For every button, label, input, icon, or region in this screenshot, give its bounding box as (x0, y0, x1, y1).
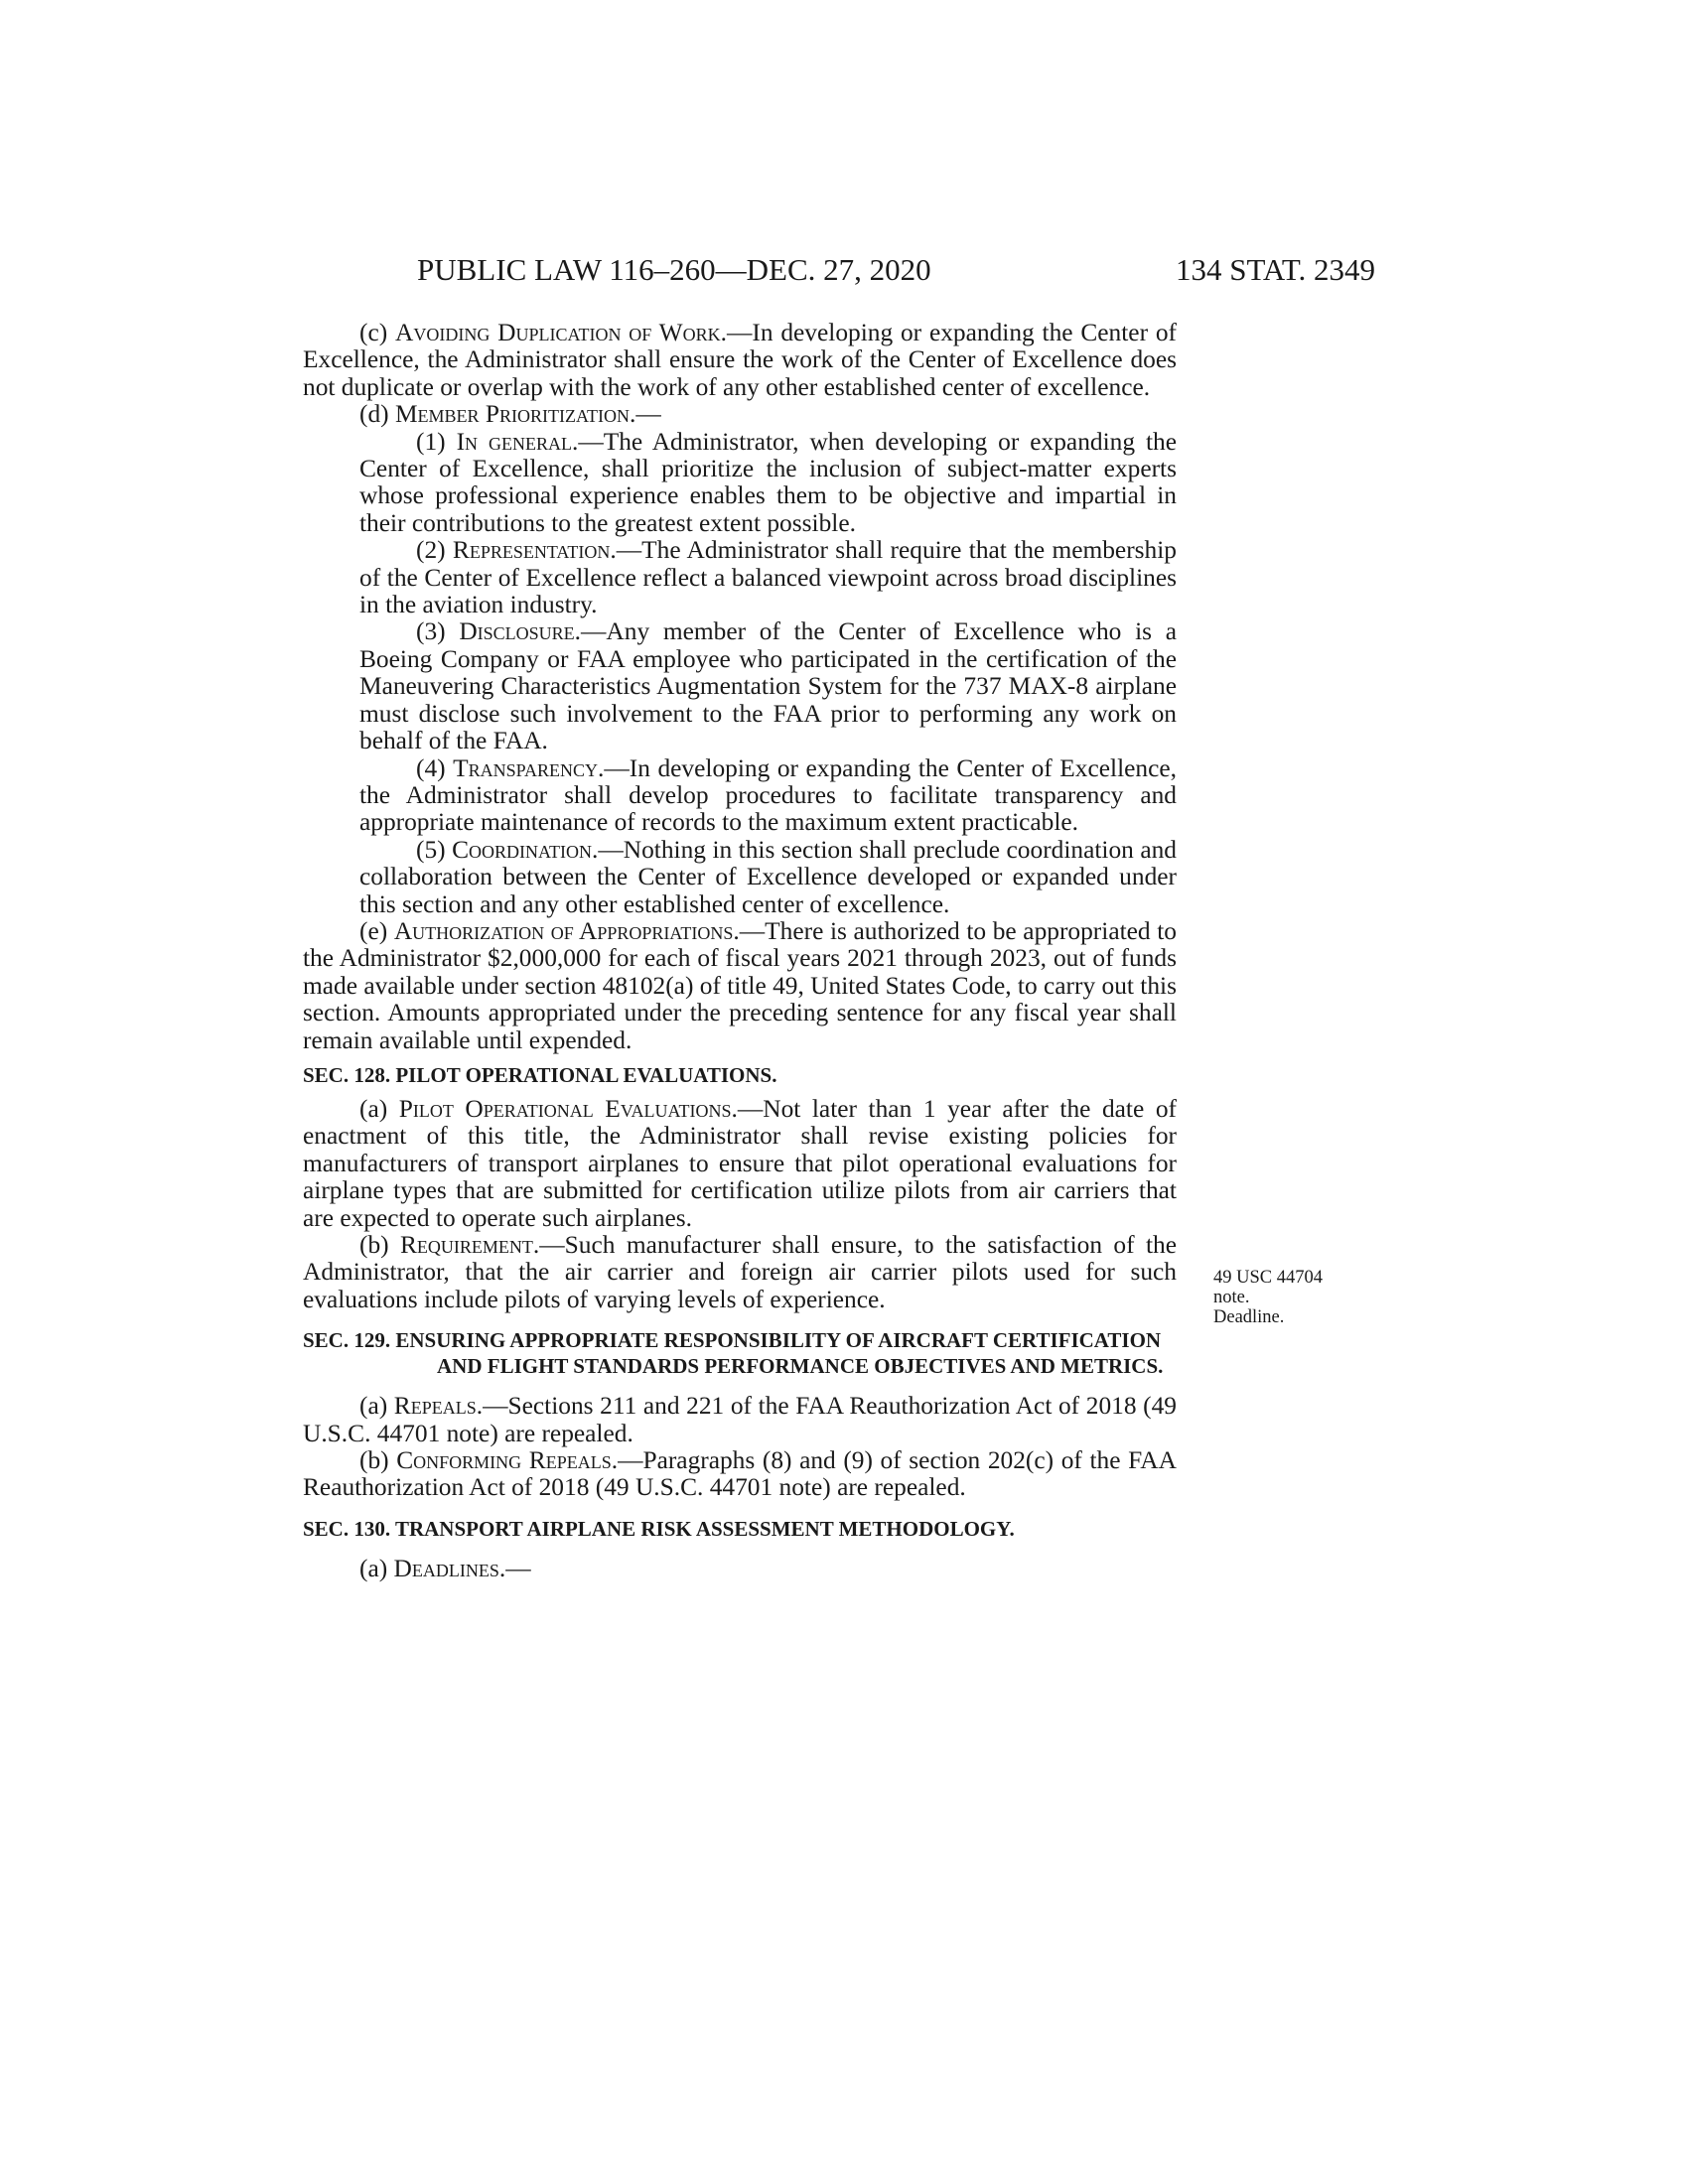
paragraph-heading: Deadlines. (393, 1554, 506, 1582)
sec129-paragraph-a (303, 1393, 1177, 1447)
paragraph-text: — (505, 1554, 531, 1582)
paragraph-heading: In general. (456, 427, 579, 456)
paragraph-text: —Any member of the Center of Excellence who is a Boeing Company or FAA employee who participated in the certification of the Maneuvering Characteristics Augmentation System for the 737 MAX-8 airplane must disclose such involvement to the FAA prior to performing any work on behalf of the FAA. (359, 617, 1177, 755)
paragraph-label: (b) (359, 1231, 389, 1259)
paragraph-text: —Paragraphs (8) and (9) of section 202(c) of the FAA Reauthorization Act of 2018 (49 U.S.C. 44701 note) are repealed. (303, 1446, 1177, 1502)
paragraph-label: (c) (359, 319, 388, 346)
paragraph-label: (5) (416, 835, 446, 864)
document-body (303, 320, 1177, 1582)
paragraph-heading: Conforming Repeals. (396, 1446, 619, 1475)
paragraph-label: (a) (359, 1094, 388, 1123)
margin-note-citation: 49 USC 44704 (1213, 1268, 1323, 1288)
paragraph-d4 (303, 755, 1177, 837)
paragraph-heading: Authorization of Appropriations. (393, 916, 740, 945)
paragraph-text: —The Administrator, when developing or expanding the Center of Excellence, shall prioritize the inclusion of subject-matter experts whose professional experience enables them to be objective and impartial in their contributions to the greatest extent possible. (359, 427, 1177, 537)
sec128-paragraph-a (303, 1096, 1177, 1232)
statute-page-number: 134 STAT. 2349 (1175, 252, 1375, 287)
law-title: PUBLIC LAW 116–260—DEC. 27, 2020 (417, 252, 931, 287)
paragraph-heading: Repeals. (393, 1392, 484, 1421)
paragraph-label: (3) (416, 617, 446, 646)
sec129-paragraph-b (303, 1447, 1177, 1502)
sec128-paragraph-b (303, 1232, 1177, 1313)
paragraph-text: —Such manufacturer shall ensure, to the satisfaction of the Administrator, that the air carrier and foreign air carrier pilots used for such evaluations include pilots of varying levels of experience. (303, 1231, 1177, 1313)
paragraph-d2 (303, 537, 1177, 618)
page-header (0, 250, 1688, 290)
paragraph-heading: Requirement. (400, 1231, 540, 1259)
paragraph-heading: Coordination. (452, 835, 599, 864)
paragraph-e (303, 918, 1177, 1054)
paragraph-label: (4) (416, 753, 446, 782)
paragraph-text: —There is authorized to be appropriated to the Administrator $2,000,000 for each of fiscal years 2021 through 2023, out of funds made available under section 48102(a) of title 49, United States Code, to carry out this section. Amounts appropriated under the preceding sentence for any fiscal year shall remain available until expended. (303, 916, 1177, 1054)
paragraph-label: (1) (416, 427, 446, 456)
paragraph-label: (a) (359, 1554, 388, 1582)
section-130-heading: SEC. 130. TRANSPORT AIRPLANE RISK ASSESSMENT METHODOLOGY. (303, 1516, 1015, 1541)
paragraph-d (303, 401, 1177, 428)
paragraph-c (303, 320, 1177, 401)
margin-note (1213, 1268, 1342, 1327)
paragraph-heading: Avoiding Duplication of Work. (395, 319, 727, 346)
paragraph-d5 (303, 837, 1177, 918)
paragraph-label: (a) (359, 1392, 388, 1421)
paragraph-text: —In developing or expanding the Center of Excellence, the Administrator shall ensure the work of the Center of Excellence does not duplicate or overlap with the work of any other established center of excellence. (303, 319, 1177, 401)
paragraph-text: —Not later than 1 year after the date of enactment of this title, the Administrator shall revise existing policies for manufacturers of transport airplanes to ensure that pilot operational evaluations for airplane types that are submitted for certification utilize pilots from air carriers that are expected to operate such airplanes. (303, 1094, 1177, 1232)
paragraph-text: — (635, 400, 661, 429)
paragraph-d1 (303, 429, 1177, 538)
margin-note-note: note. (1213, 1288, 1250, 1307)
paragraph-heading: Disclosure. (459, 617, 582, 646)
paragraph-text: —Nothing in this section shall preclude coordination and collaboration between the Center of Excellence developed or expanded under this section and any other established center of excellence. (359, 835, 1177, 918)
paragraph-heading: Member Prioritization. (394, 400, 636, 429)
paragraph-heading: Pilot Operational Evaluations. (398, 1094, 738, 1123)
paragraph-text: —Sections 211 and 221 of the FAA Reauthorization Act of 2018 (49 U.S.C. 44701 note) are repealed. (303, 1392, 1177, 1447)
paragraph-label: (d) (359, 400, 389, 429)
margin-note-deadline: Deadline. (1213, 1307, 1285, 1327)
paragraph-d3 (303, 618, 1177, 754)
paragraph-text: —The Administrator shall require that the membership of the Center of Excellence reflect a balanced viewpoint across broad disciplines in the aviation industry. (359, 536, 1177, 619)
paragraph-text: —In developing or expanding the Center of Excellence, the Administrator shall develop procedures to facilitate transparency and appropriate maintenance of records to the maximum extent practicable. (359, 753, 1177, 837)
paragraph-label: (2) (416, 536, 446, 565)
sec130-paragraph-a (303, 1556, 1177, 1582)
paragraph-heading: Transparency. (453, 753, 605, 782)
section-129-heading: SEC. 129. ENSURING APPROPRIATE RESPONSIBILITY OF AIRCRAFT CERTIFICATION AND FLIGHT STANDARDS PERFORMANCE OBJECTIVES AND METRICS. (303, 1328, 1164, 1379)
section-128-heading: SEC. 128. PILOT OPERATIONAL EVALUATIONS. (303, 1062, 777, 1087)
paragraph-label: (e) (359, 916, 388, 945)
paragraph-heading: Representation. (452, 536, 617, 565)
paragraph-label: (b) (359, 1446, 389, 1475)
